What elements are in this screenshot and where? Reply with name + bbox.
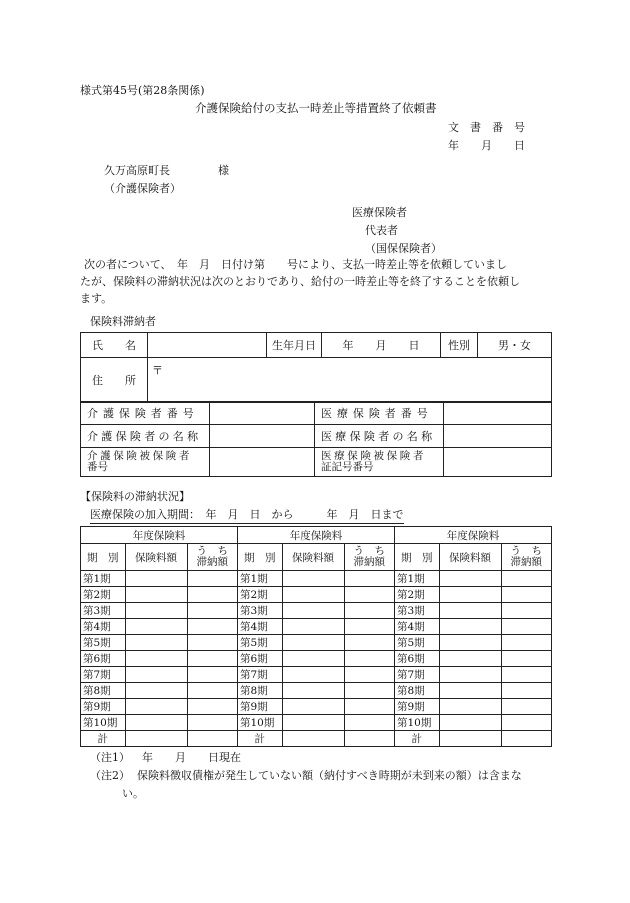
premium-amount-cell[interactable] <box>125 603 187 619</box>
period-label: 第1期 <box>81 571 126 587</box>
premium-amount-cell[interactable] <box>439 715 501 731</box>
document-title: 介護保険給付の支払一時差止等措置終了依頼書 <box>195 101 437 115</box>
period-label: 第4期 <box>81 619 126 635</box>
period-row <box>81 699 552 715</box>
care-insurer-name-label: 介護保険者の名称 <box>81 425 210 448</box>
period-label: 第3期 <box>81 603 126 619</box>
medical-insured-number-value[interactable] <box>444 448 552 477</box>
col-period-1: 期 別 <box>81 544 126 571</box>
period-label: 第5期 <box>81 635 126 651</box>
total-row <box>81 731 552 747</box>
unpaid-amount-cell[interactable] <box>501 683 551 699</box>
unpaid-amount-cell[interactable] <box>187 715 237 731</box>
period-row <box>81 715 552 731</box>
premium-amount-cell[interactable] <box>439 635 501 651</box>
sender-representative: 代表者 <box>365 224 398 237</box>
period-label: 第6期 <box>394 651 439 667</box>
col-amount-2: 保険料額 <box>282 544 344 571</box>
period-label: 第8期 <box>81 683 126 699</box>
premium-amount-cell[interactable] <box>282 571 344 587</box>
care-insurer-number-value[interactable] <box>210 402 315 425</box>
unpaid-amount-cell[interactable] <box>187 683 237 699</box>
care-insurer-number-label: 介護保険者番号 <box>81 402 210 425</box>
recipient-role: （介護保険者） <box>104 182 181 195</box>
premium-amount-cell[interactable] <box>439 667 501 683</box>
postal-mark: 〒 <box>152 364 163 377</box>
note-2-label: （注2） <box>90 769 130 782</box>
period-label: 第5期 <box>237 635 282 651</box>
address-value[interactable] <box>148 358 552 403</box>
premium-amount-cell[interactable] <box>125 619 187 635</box>
premium-amount-cell[interactable] <box>125 683 187 699</box>
total-amount-cell[interactable] <box>125 731 187 747</box>
period-label: 第8期 <box>237 683 282 699</box>
name-label: 氏 名 <box>81 333 148 358</box>
unpaid-amount-cell[interactable] <box>501 651 551 667</box>
col-unpaid-3: う ち 滞納額 <box>501 544 551 571</box>
birth-label: 生年月日 <box>267 333 322 358</box>
premium-amount-cell[interactable] <box>125 635 187 651</box>
sender-role: （国保保険者） <box>365 242 442 255</box>
period-row <box>81 571 552 587</box>
medical-insured-number-label: 医療保険被保険者 証記号番号 <box>315 448 444 477</box>
year-header-3: 年度保険料 <box>394 527 551 544</box>
period-label: 第9期 <box>81 699 126 715</box>
address-label: 住 所 <box>81 358 148 403</box>
unpaid-amount-cell[interactable] <box>187 603 237 619</box>
period-row <box>81 603 552 619</box>
medical-insurer-name-value[interactable] <box>444 425 552 448</box>
year-header-1: 年度保険料 <box>81 527 238 544</box>
enrollment-period: 医療保険の加入期間： 年 月 日 から 年 月 日まで <box>90 506 404 524</box>
issue-date: 年 月 日 <box>448 139 525 152</box>
period-label: 第10期 <box>394 715 439 731</box>
premium-amount-cell[interactable] <box>282 715 344 731</box>
form-number: 様式第45号(第28条関係) <box>80 84 205 97</box>
unpaid-amount-cell[interactable] <box>344 715 394 731</box>
total-amount-cell[interactable] <box>439 731 501 747</box>
premium-amount-cell[interactable] <box>439 603 501 619</box>
unpaid-amount-cell[interactable] <box>501 603 551 619</box>
period-label: 第7期 <box>394 667 439 683</box>
note-1-text: 年 月 日現在 <box>142 751 241 764</box>
col-amount-3: 保険料額 <box>439 544 501 571</box>
premium-amount-cell[interactable] <box>282 635 344 651</box>
unpaid-amount-cell[interactable] <box>187 635 237 651</box>
name-value[interactable] <box>148 333 267 358</box>
unpaid-amount-cell[interactable] <box>187 651 237 667</box>
unpaid-amount-cell[interactable] <box>501 587 551 603</box>
period-label: 第10期 <box>237 715 282 731</box>
premium-amount-cell[interactable] <box>282 683 344 699</box>
col-period-2: 期 別 <box>237 544 282 571</box>
period-label: 第6期 <box>81 651 126 667</box>
unpaid-amount-cell[interactable] <box>344 635 394 651</box>
unpaid-amount-cell[interactable] <box>187 699 237 715</box>
premium-amount-cell[interactable] <box>125 651 187 667</box>
unpaid-amount-cell[interactable] <box>501 699 551 715</box>
care-insured-number-value[interactable] <box>210 448 315 477</box>
note-2-text-a: 保険料徴収債権が発生していない額（納付すべき時期が未到来の額）は含まな <box>137 769 522 782</box>
period-label: 第9期 <box>394 699 439 715</box>
total-label: 計 <box>81 731 126 747</box>
unpaid-amount-cell[interactable] <box>187 587 237 603</box>
unpaid-amount-cell[interactable] <box>187 571 237 587</box>
insurer-table <box>80 401 552 477</box>
note-1-label: （注1） <box>90 751 130 764</box>
section-delinquency-status: 【保険料の滞納状況】 <box>80 490 190 503</box>
unpaid-amount-cell[interactable] <box>344 587 394 603</box>
period-label: 第2期 <box>81 587 126 603</box>
unpaid-amount-cell[interactable] <box>501 667 551 683</box>
unpaid-amount-cell[interactable] <box>344 651 394 667</box>
premium-amount-cell[interactable] <box>282 587 344 603</box>
period-row <box>81 587 552 603</box>
premium-amount-cell[interactable] <box>439 699 501 715</box>
period-label: 第2期 <box>237 587 282 603</box>
recipient-sama: 様 <box>218 164 229 177</box>
premium-amount-cell[interactable] <box>282 651 344 667</box>
period-label: 第10期 <box>81 715 126 731</box>
total-unpaid-cell[interactable] <box>187 731 237 747</box>
body-line-1: 次の者について、 年 月 日付け第 号により、支払一時差止等を依頼していまし <box>84 258 508 271</box>
premium-amount-cell[interactable] <box>439 587 501 603</box>
sex-label: 性別 <box>441 333 478 358</box>
body-line-2: たが、保険料の滞納状況は次のとおりであり、給付の一時差止等を終了することを依頼し <box>80 275 520 288</box>
recipient-name: 久万高原町長 <box>104 164 170 177</box>
premium-amount-cell[interactable] <box>282 699 344 715</box>
period-label: 第5期 <box>394 635 439 651</box>
total-label: 計 <box>237 731 282 747</box>
period-label: 第1期 <box>394 571 439 587</box>
total-amount-cell[interactable] <box>282 731 344 747</box>
unpaid-amount-cell[interactable] <box>501 635 551 651</box>
premium-amount-cell[interactable] <box>439 683 501 699</box>
medical-insurer-number-label: 医療保険者番号 <box>315 402 444 425</box>
period-row <box>81 667 552 683</box>
medical-insurer-name-label: 医療保険者の名称 <box>315 425 444 448</box>
period-label: 第6期 <box>237 651 282 667</box>
care-insured-number-label: 介護保険被保険者 番号 <box>81 448 210 477</box>
birth-value[interactable]: 年 月 日 <box>322 333 441 358</box>
period-label: 第8期 <box>394 683 439 699</box>
premium-amount-cell[interactable] <box>439 619 501 635</box>
premium-amount-cell[interactable] <box>125 667 187 683</box>
total-unpaid-cell[interactable] <box>344 731 394 747</box>
period-label: 第9期 <box>237 699 282 715</box>
unpaid-amount-cell[interactable] <box>187 619 237 635</box>
unpaid-amount-cell[interactable] <box>187 667 237 683</box>
premium-amount-cell[interactable] <box>125 587 187 603</box>
period-label: 第3期 <box>394 603 439 619</box>
unpaid-amount-cell[interactable] <box>344 603 394 619</box>
col-period-3: 期 別 <box>394 544 439 571</box>
premium-amount-cell[interactable] <box>439 651 501 667</box>
period-label: 第3期 <box>237 603 282 619</box>
sex-value[interactable]: 男・女 <box>478 333 552 358</box>
period-label: 第7期 <box>81 667 126 683</box>
period-label: 第4期 <box>394 619 439 635</box>
premium-period-table <box>80 526 552 747</box>
sender-insurer: 医療保険者 <box>352 206 407 219</box>
premium-amount-cell[interactable] <box>282 667 344 683</box>
col-unpaid-2: う ち 滞納額 <box>344 544 394 571</box>
unpaid-amount-cell[interactable] <box>501 619 551 635</box>
premium-amount-cell[interactable] <box>282 619 344 635</box>
unpaid-amount-cell[interactable] <box>344 683 394 699</box>
medical-insurer-number-value[interactable] <box>444 402 552 425</box>
premium-amount-cell[interactable] <box>125 571 187 587</box>
col-amount-1: 保険料額 <box>125 544 187 571</box>
premium-amount-cell[interactable] <box>125 699 187 715</box>
body-line-3: ます。 <box>80 292 113 305</box>
premium-amount-cell[interactable] <box>125 715 187 731</box>
period-row <box>81 619 552 635</box>
period-row <box>81 651 552 667</box>
person-table <box>80 332 552 403</box>
unpaid-amount-cell[interactable] <box>344 667 394 683</box>
col-unpaid-1: う ち 滞納額 <box>187 544 237 571</box>
premium-amount-cell[interactable] <box>439 571 501 587</box>
period-label: 第7期 <box>237 667 282 683</box>
period-label: 第4期 <box>237 619 282 635</box>
document-number-label: 文 書 番 号 <box>448 121 525 134</box>
unpaid-amount-cell[interactable] <box>501 571 551 587</box>
premium-amount-cell[interactable] <box>282 603 344 619</box>
total-unpaid-cell[interactable] <box>501 731 551 747</box>
section-delinquent-person: 保険料滞納者 <box>90 315 156 328</box>
unpaid-amount-cell[interactable] <box>344 619 394 635</box>
period-label: 第1期 <box>237 571 282 587</box>
total-label: 計 <box>394 731 439 747</box>
note-2-text-b: い。 <box>122 787 144 800</box>
period-row <box>81 635 552 651</box>
care-insurer-name-value[interactable] <box>210 425 315 448</box>
year-header-2: 年度保険料 <box>237 527 394 544</box>
period-row <box>81 683 552 699</box>
unpaid-amount-cell[interactable] <box>501 715 551 731</box>
period-label: 第2期 <box>394 587 439 603</box>
unpaid-amount-cell[interactable] <box>344 571 394 587</box>
unpaid-amount-cell[interactable] <box>344 699 394 715</box>
